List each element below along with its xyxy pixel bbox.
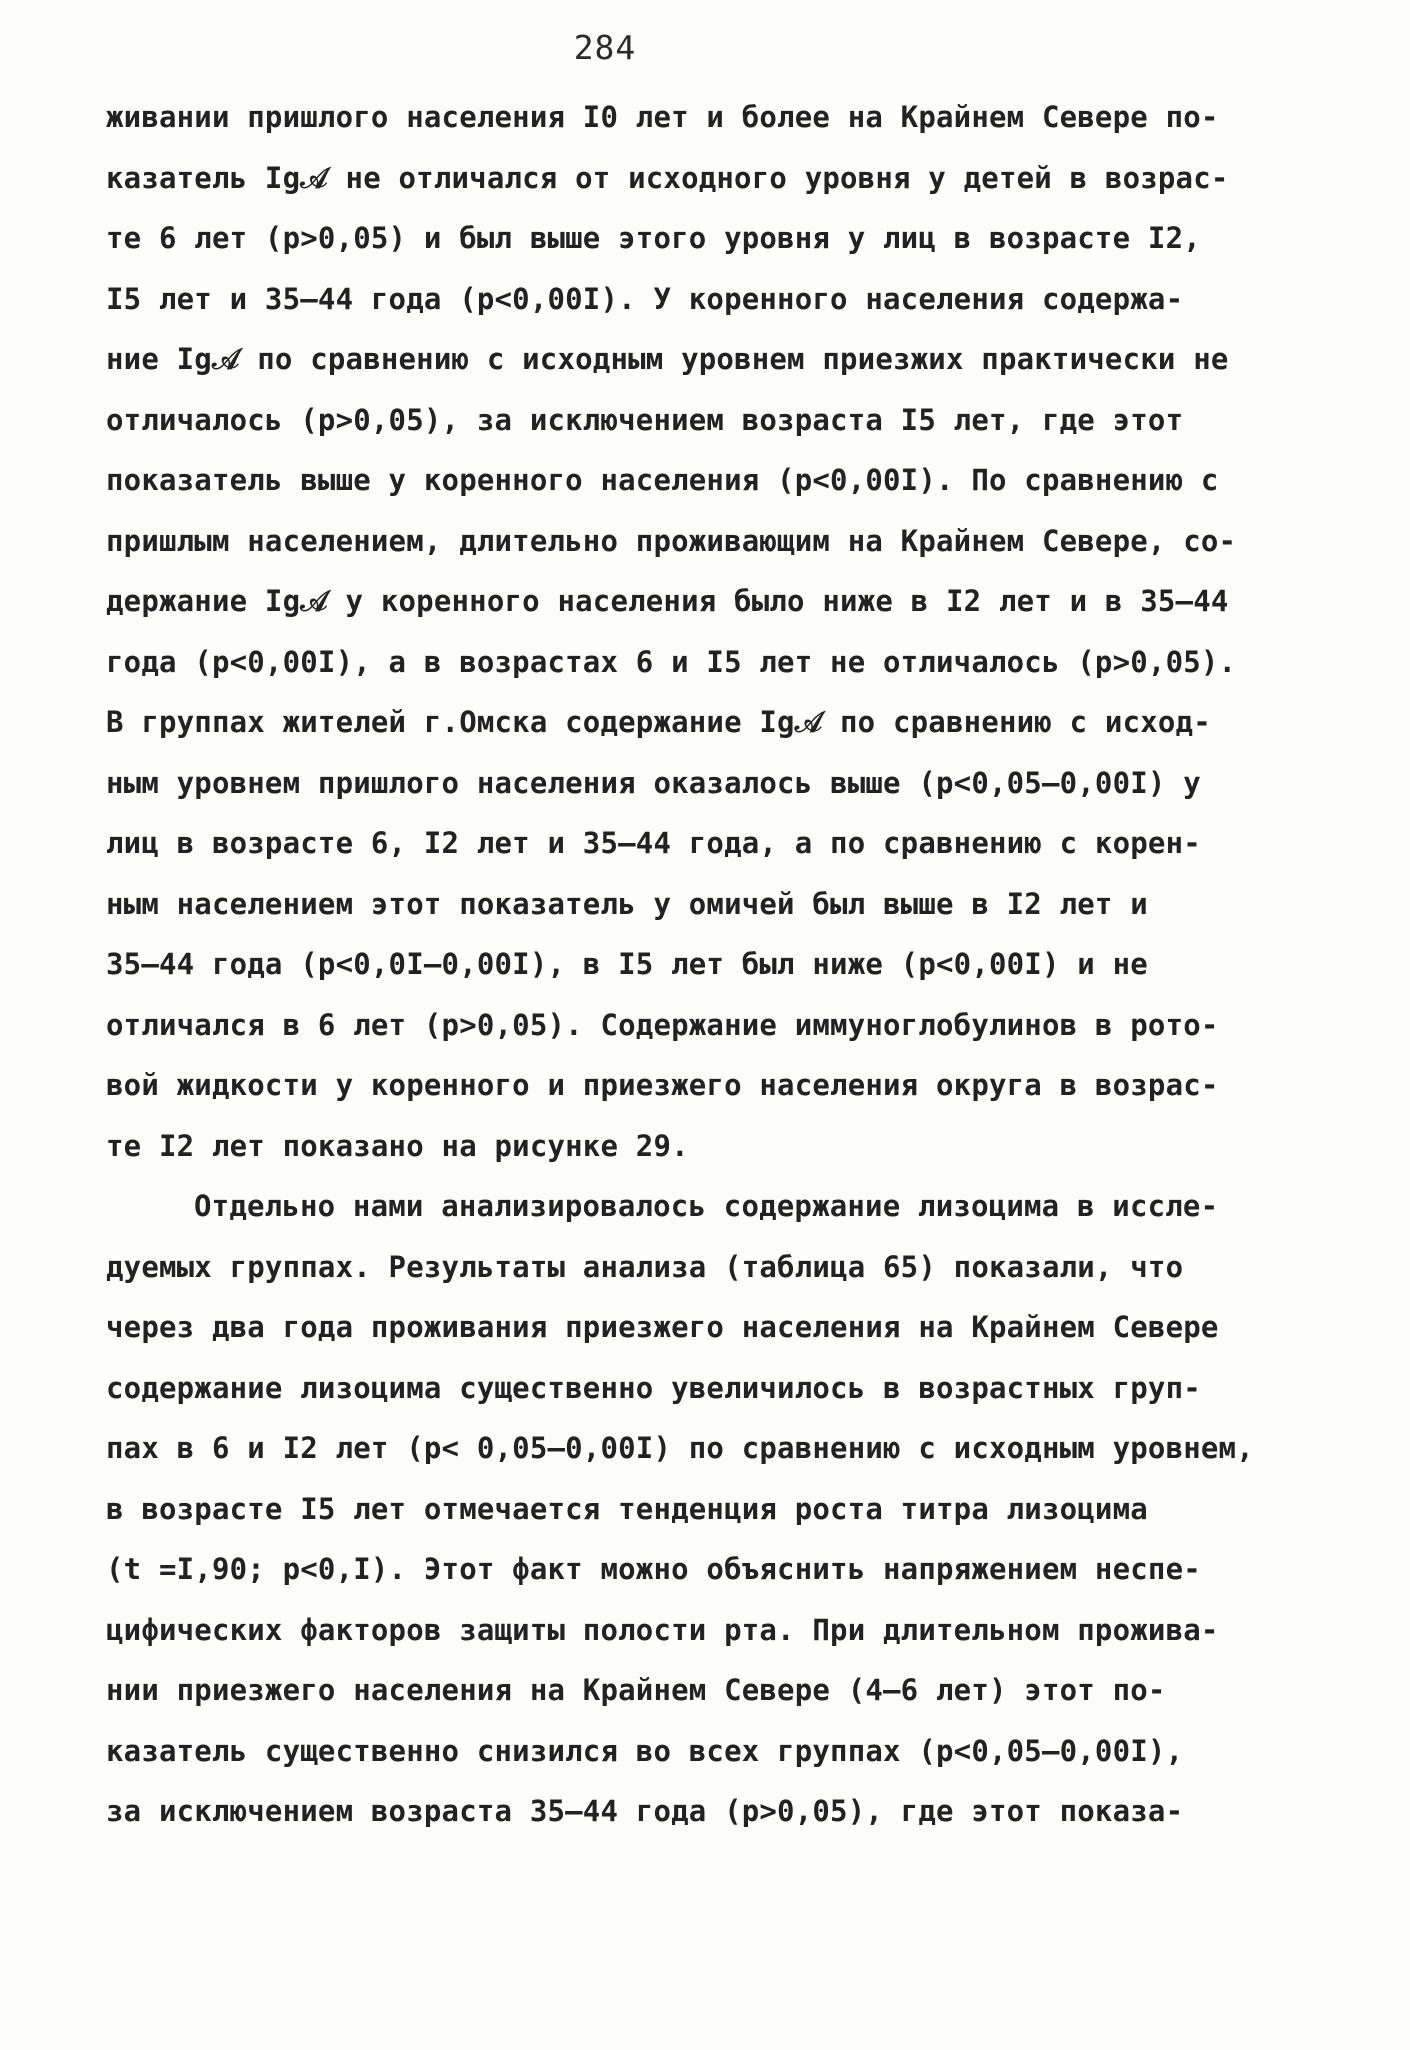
text-line: ным уровнем пришлого населения оказалось выше (p<0,05–0,00I) у (106, 765, 1201, 800)
text-line: дуемых группах. Результаты анализа (таблица 65) показали, что (106, 1249, 1184, 1284)
text-line: те 6 лет (p>0,05) и был выше этого уровня у лиц в возрасте I2, (106, 221, 1201, 255)
text-line: содержание лизоцима существенно увеличилось в возрастных груп- (106, 1370, 1201, 1405)
text-line: отличался в 6 лет (p>0,05). Содержание иммуноглобулинов в рото- (106, 1007, 1219, 1042)
body-text (106, 87, 1336, 1842)
text-line: ние Ig𝒜 по сравнению с исходным уровнем приезжих практически не (106, 342, 1229, 376)
text-line: через два года проживания приезжего населения на Крайнем Севере (106, 1310, 1219, 1344)
text-line: держание Ig𝒜 у коренного населения было ниже в I2 лет и в 35–44 (106, 584, 1229, 618)
text-line: казатель Ig𝒜 не отличался от исходного уровня у детей в возрас- (106, 160, 1229, 195)
text-line: за исключением возраста 35–44 года (p>0,05), где этот показа- (106, 1794, 1184, 1828)
page-number: 284 (573, 28, 637, 67)
text-line: Отдельно нами анализировалось содержание лизоцима в иссле- (194, 1189, 1219, 1223)
text-line: отличалось (p>0,05), за исключением возраста I5 лет, где этот (106, 402, 1184, 437)
text-line: пришлым населением, длительно проживающим на Крайнем Севере, со- (106, 523, 1237, 558)
text-line: 35–44 года (p<0,0I–0,00I), в I5 лет был ниже (p<0,00I) и не (106, 947, 1148, 981)
text-line: В группах жителей г.Омска содержание Ig𝒜 по сравнению с исход- (106, 705, 1211, 739)
text-line: цифических факторов защиты полости рта. При длительном прожива- (106, 1612, 1219, 1647)
text-line: те I2 лет показано на рисунке 29. (106, 1128, 689, 1163)
text-line: вой жидкости у коренного и приезжего населения округа в возрас- (106, 1068, 1219, 1102)
text-line: живании пришлого населения I0 лет и более на Крайнем Севере по- (106, 100, 1219, 134)
text-line: показатель выше у коренного населения (p<0,00I). По сравнению с (106, 463, 1219, 497)
paragraph-2 (106, 1176, 1336, 1842)
text-line: года (p<0,00I), а в возрастах 6 и I5 лет не отличалось (p>0,05). (106, 644, 1237, 679)
text-line: в возрасте I5 лет отмечается тенденция роста титра лизоцима (106, 1491, 1148, 1526)
paragraph-1 (106, 87, 1336, 1176)
text-line: (t =I,90; p<0,I). Этот факт можно объяснить напряжением неспе- (106, 1552, 1201, 1586)
text-line: лиц в возрасте 6, I2 лет и 35–44 года, а по сравнению с корен- (106, 826, 1201, 860)
text-line: I5 лет и 35–44 года (p<0,00I). У коренного населения содержа- (106, 281, 1184, 316)
text-line: нии приезжего населения на Крайнем Севере (4–6 лет) этот по- (106, 1673, 1166, 1707)
text-line: ным населением этот показатель у омичей был выше в I2 лет и (106, 886, 1148, 921)
text-line: пах в 6 и I2 лет (p< 0,05–0,00I) по сравнению с исходным уровнем, (106, 1431, 1254, 1465)
text-line: казатель существенно снизился во всех группах (p<0,05–0,00I), (106, 1733, 1184, 1768)
